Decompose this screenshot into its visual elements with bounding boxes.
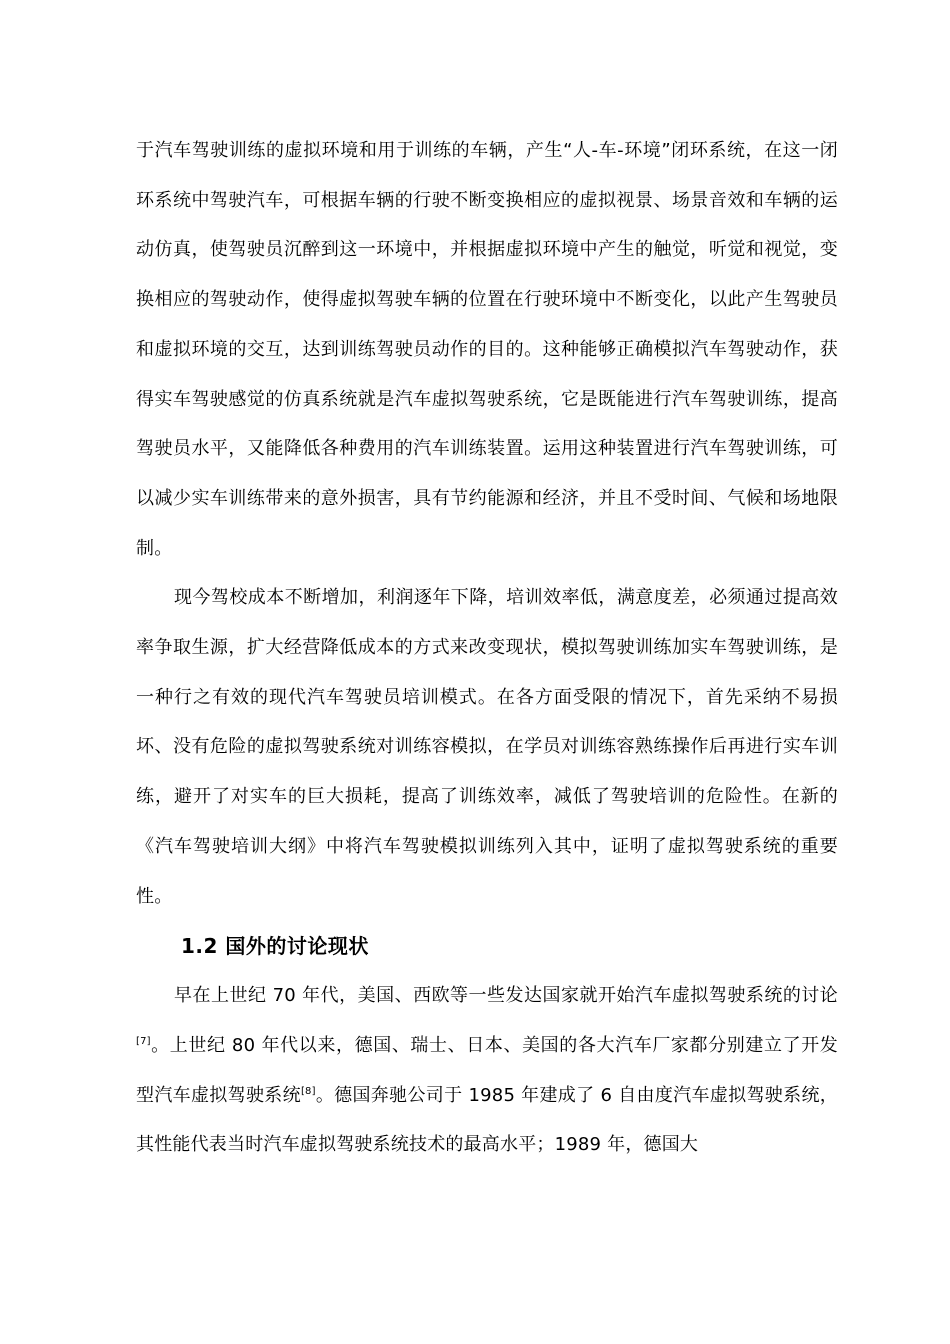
paragraph-3-text-3: 。德国奔驰公司于 1985 年建成了 6 自由度汽车虚拟驾驶系统，其性能代表当时汽车虚拟驾驶系统技术的最高水平；1989 年，德国大 [136,1084,838,1156]
citation-7: [7] [136,1035,151,1047]
paragraph-3 [136,971,838,1170]
paragraph-1: 于汽车驾驶训练的虚拟环境和用于训练的车辆，产生“人-车-环境”闭环系统，在这一闭环系统中驾驶汽车，可根据车辆的行驶不断变换相应的虚拟视景、场景音效和车辆的运动仿真，使驾驶员沉醉到这一环境中，并根据虚拟环境中产生的触觉，听觉和视觉，变换相应的驾驶动作，使得虚拟驾驶车辆的位置在行驶环境中不断变化，以此产生驾驶员和虚拟环境的交互，达到训练驾驶员动作的目的。这种能够正确模拟汽车驾驶动作，获得实车驾驶感觉的仿真系统就是汽车虚拟驾驶系统，它是既能进行汽车驾驶训练，提高驾驶员水平，又能降低各种费用的汽车训练装置。运用这种装置进行汽车驾驶训练，可以减少实车训练带来的意外损害，具有节约能源和经济，并且不受时间、气候和场地限制。 [136,140,838,559]
paragraph-2: 现今驾校成本不断增加，利润逐年下降，培训效率低，满意度差，必须通过提高效率争取生源，扩大经营降低成本的方式来改变现状，模拟驾驶训练加实车驾驶训练，是一种行之有效的现代汽车驾驶员培训模式。在各方面受限的情况下，首先采纳不易损坏、没有危险的虚拟驾驶系统对训练容模拟，在学员对训练容熟练操作后再进行实车训练，避开了对实车的巨大损耗，提高了训练效率，减低了驾驶培训的危险性。在新的《汽车驾驶培训大纲》中将汽车驾驶模拟训练列入其中，证明了虚拟驾驶系统的重要性。 [136,587,838,907]
paragraph-3-text-2: 。上世纪 80 年代以来，德国、瑞士、日本、美国的各大汽车厂家都分别建立了开发型汽车虚拟驾驶系统 [136,1034,838,1106]
paragraph-3-text-1: 早在上世纪 70 年代，美国、西欧等一些发达国家就开始汽车虚拟驾驶系统的讨论 [174,985,838,1007]
citation-8: [8] [300,1085,316,1097]
document-page [136,126,838,1170]
section-heading: 1.2 国外的讨论现状 [181,934,369,959]
